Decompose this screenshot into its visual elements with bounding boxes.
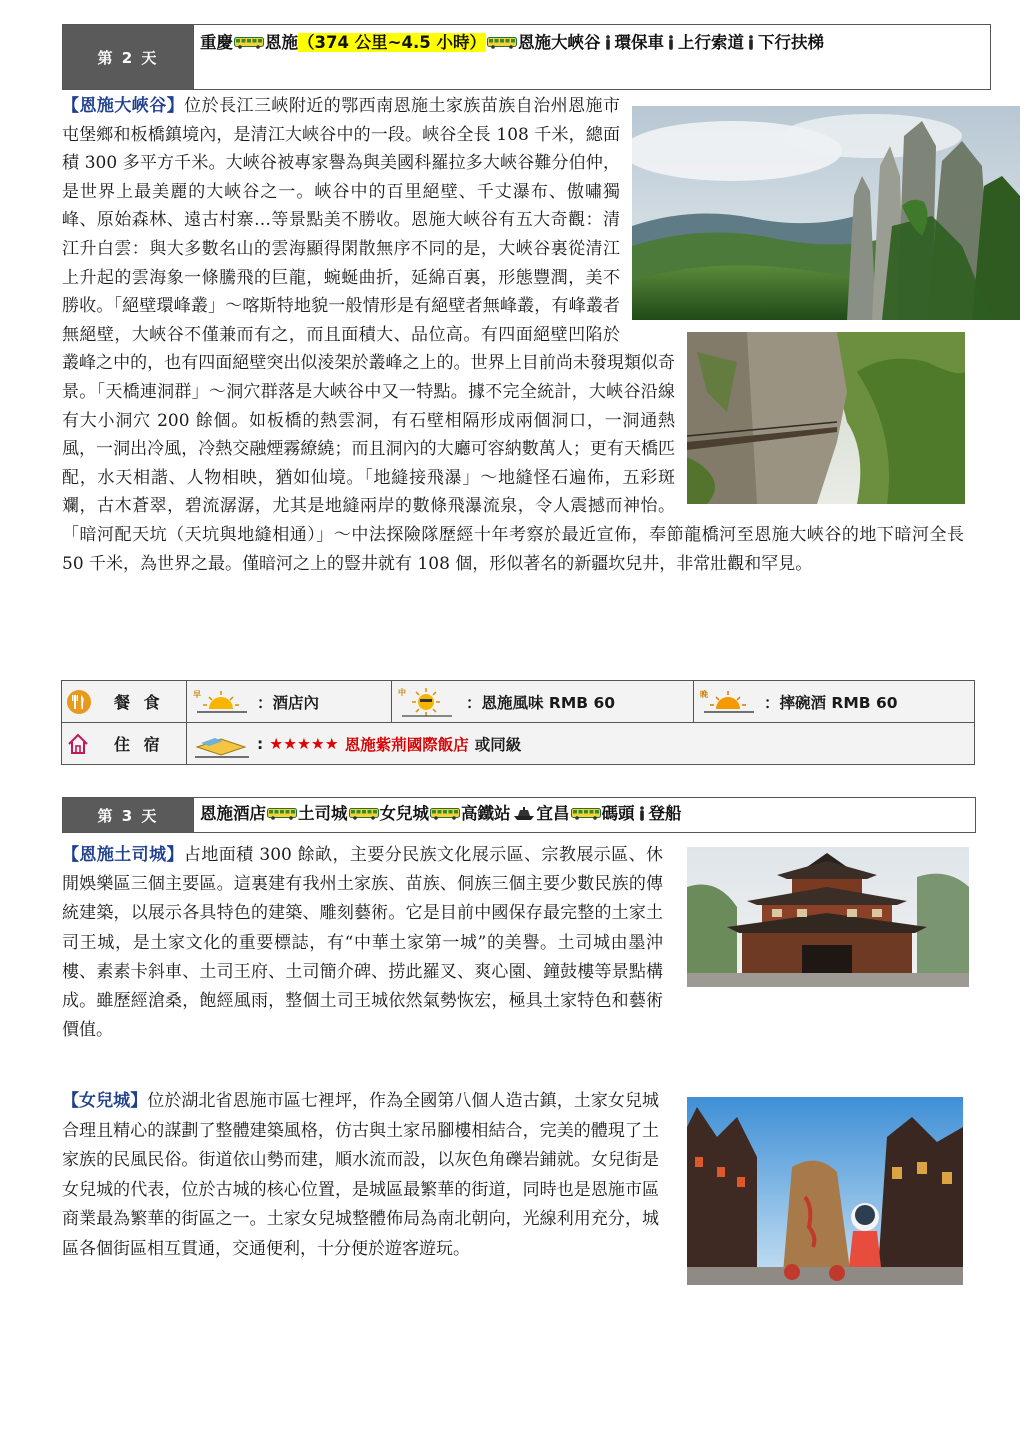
route-stop: 土司城 <box>298 804 348 823</box>
route-stop: 碼頭 <box>601 804 635 823</box>
bed-icon <box>191 729 251 759</box>
lunch-cell <box>392 681 694 723</box>
grand-canyon-paragraph <box>62 92 964 578</box>
day2-label: 第 2 天 <box>63 25 194 89</box>
route-distance: （374 公里~4.5 小時） <box>298 33 486 52</box>
walk-icon <box>605 35 611 50</box>
walk-icon <box>639 806 645 821</box>
breakfast-tag: 早 <box>193 689 201 699</box>
bus-icon <box>571 808 601 820</box>
route-stop: 恩施酒店 <box>200 804 266 823</box>
nuer-city-title: 【女兒城】 <box>62 1091 148 1111</box>
bus-icon <box>430 808 460 820</box>
meal-row <box>62 681 975 723</box>
dinner-text: ：摔碗酒 RMB 60 <box>764 693 898 712</box>
route-stop: 恩施 <box>265 33 298 52</box>
nuer-city-paragraph <box>62 1087 965 1289</box>
route-stop: 下行扶梯 <box>758 33 824 52</box>
tusi-city-text: 占地面積 300 餘畝，主要分民族文化展示區、宗教展示區、休閒娛樂區三個主要區。這裏建有我州土家族、苗族、侗族三個主要少數民族的傳統建築，以展示各具特色的建築、雕刻藝術。它是目前中國保存最完整的土家土司王城，是土家文化的重要標誌，有“中華土家第一城”的美譽。土司城由墨沖樓、素素卡斜車、土司王府、土司簡介碑、捞此羅叉、爽心園、鐘鼓樓等景點構成。雖歷經滄桑，飽經風雨，整個土司王城依然氣勢恢宏，極具土家特色和藝術價值。 <box>62 845 663 1041</box>
day3-route <box>194 798 688 832</box>
grand-canyon-text: 位於長江三峽附近的鄂西南恩施土家族苗族自治州恩施市屯堡鄉和板橋鎮境內，是清江大峽谷中的一段。峽谷全長 108 千米，總面積 300 多平方千米。大峽谷被專家譽為與美國科羅拉多大峽谷難分伯仲，是世界上最美麗的大峽谷之一。峽谷中的百里絕壁、千丈瀑布、傲嘯獨峰、原始森林、遠古村寨…等景點美不勝收。恩施大峽谷有五大奇觀：清江升白雲：與大多數名山的雲海顯得閑散無序不同的是，大峽谷裏從清江上升起的雲海象一條騰飛的巨龍，蜿蜒曲折，延綿百裏，形態豐潤，美不勝收。「絕壁環峰叢」～喀斯特地貌一般情形是有絕壁者無峰叢，有峰叢者無絕壁，大峽谷不僅兼而有之，而且面積大、品位高。有四面絕壁凹陷於叢峰之中的，也有四面絕壁突出似淩架於叢峰之上的。世界上目前尚未發現類似奇景。「天橋連洞群」～洞穴群落是大峽谷中又一特點。據不完全統計，大峽谷沿線有大小洞穴 200 餘個。如板橋的熱雲洞，有石壁相隔形成兩個洞口，一洞通熱風，一洞出冷風，冷熱交融煙霧繚繞；而且洞內的大廳可容納數萬人；更有天橋匹配，水天相諧、人物相映，猶如仙境。「地縫接飛瀑」～地縫怪石遍佈，五彩斑斕，古木蒼翠，碧流潺潺，尤其是地縫兩岸的數條飛瀑流泉，令人震撼而神怡。「暗河配天坑（天坑與地縫相通）」～中法探險隊歷經十年考察於最近宣佈，奉節龍橋河至恩施大峽谷的地下暗河全長 50 千米，為世界之最。僅暗河之上的豎井就有 108 個，形似著名的新疆坎兒井，非常壯觀和罕見。 <box>62 96 964 574</box>
bus-icon <box>349 808 379 820</box>
hotel-name: 恩施紫荊國際飯店 <box>344 735 469 754</box>
walk-icon <box>668 35 674 50</box>
meal-label: 餐 食 <box>114 693 164 712</box>
route-stop: 重慶 <box>200 33 233 52</box>
route-stop: 女兒城 <box>379 804 429 823</box>
hotel-suffix: 或同級 <box>474 735 522 754</box>
route-stop: 恩施大峽谷 <box>518 33 601 52</box>
breakfast-text: ：酒店內 <box>257 693 320 712</box>
sunset-icon <box>698 689 758 715</box>
bus-icon <box>267 808 297 820</box>
home-icon <box>66 732 90 756</box>
route-stop: 環保車 <box>614 33 664 52</box>
canyon-photo <box>632 106 1020 320</box>
tusi-city-title: 【恩施土司城】 <box>62 845 184 865</box>
route-stop: 上行索道 <box>678 33 744 52</box>
bus-icon <box>234 37 264 49</box>
lodging-label: 住 宿 <box>114 735 164 754</box>
nuer-city-text: 位於湖北省恩施市區七裡坪，作為全國第八個人造古鎮，土家女兒城合理且精心的謀劃了整體建築風格，仿古與土家吊腳樓相結合，完美的體現了土家族的民風民俗。街道依山勢而建，順水流而設，以灰色角礫岩鋪就。女兒街是女兒城的代表，位於古城的核心位置，是城區最繁華的街道，同時也是恩施市區商業最為繁華的街區之一。土家女兒城整體佈局為南北朝向，光線利用充分，城區各個街區相互貫通，交通便利，十分便於遊客遊玩。 <box>62 1091 660 1259</box>
cliff-walkway-photo <box>687 332 965 504</box>
day3-header <box>62 797 976 833</box>
star-rating: ★★★★★ <box>269 734 339 753</box>
day2-route <box>194 25 990 89</box>
route-stop: 登船 <box>648 804 682 823</box>
day3-label: 第 3 天 <box>63 798 194 832</box>
dinner-cell <box>694 681 975 723</box>
lodging-prefix: : <box>257 734 264 753</box>
nuer-city-photo <box>687 1097 963 1285</box>
route-stop: 高鐵站 <box>461 804 511 823</box>
grand-canyon-title: 【恩施大峽谷】 <box>62 96 185 116</box>
train-icon <box>512 807 536 821</box>
sunrise-icon <box>191 689 251 715</box>
utensils-icon <box>66 689 92 715</box>
tusi-city-photo <box>687 847 969 987</box>
meal-label-cell <box>62 681 187 723</box>
lodging-row <box>62 723 975 765</box>
lunch-tag: 中 <box>398 687 406 697</box>
lodging-cell <box>187 723 975 765</box>
sun-icon <box>396 687 456 717</box>
tusi-city-paragraph <box>62 841 957 1045</box>
breakfast-cell <box>187 681 392 723</box>
lunch-text: ：恩施風味 RMB 60 <box>466 693 616 712</box>
dinner-tag: 晚 <box>700 689 708 699</box>
lodging-label-cell <box>62 723 187 765</box>
bus-icon <box>487 37 517 49</box>
route-stop: 宜昌 <box>536 804 570 823</box>
day2-header <box>62 24 991 90</box>
walk-icon <box>748 35 754 50</box>
meal-lodging-table <box>61 680 975 765</box>
